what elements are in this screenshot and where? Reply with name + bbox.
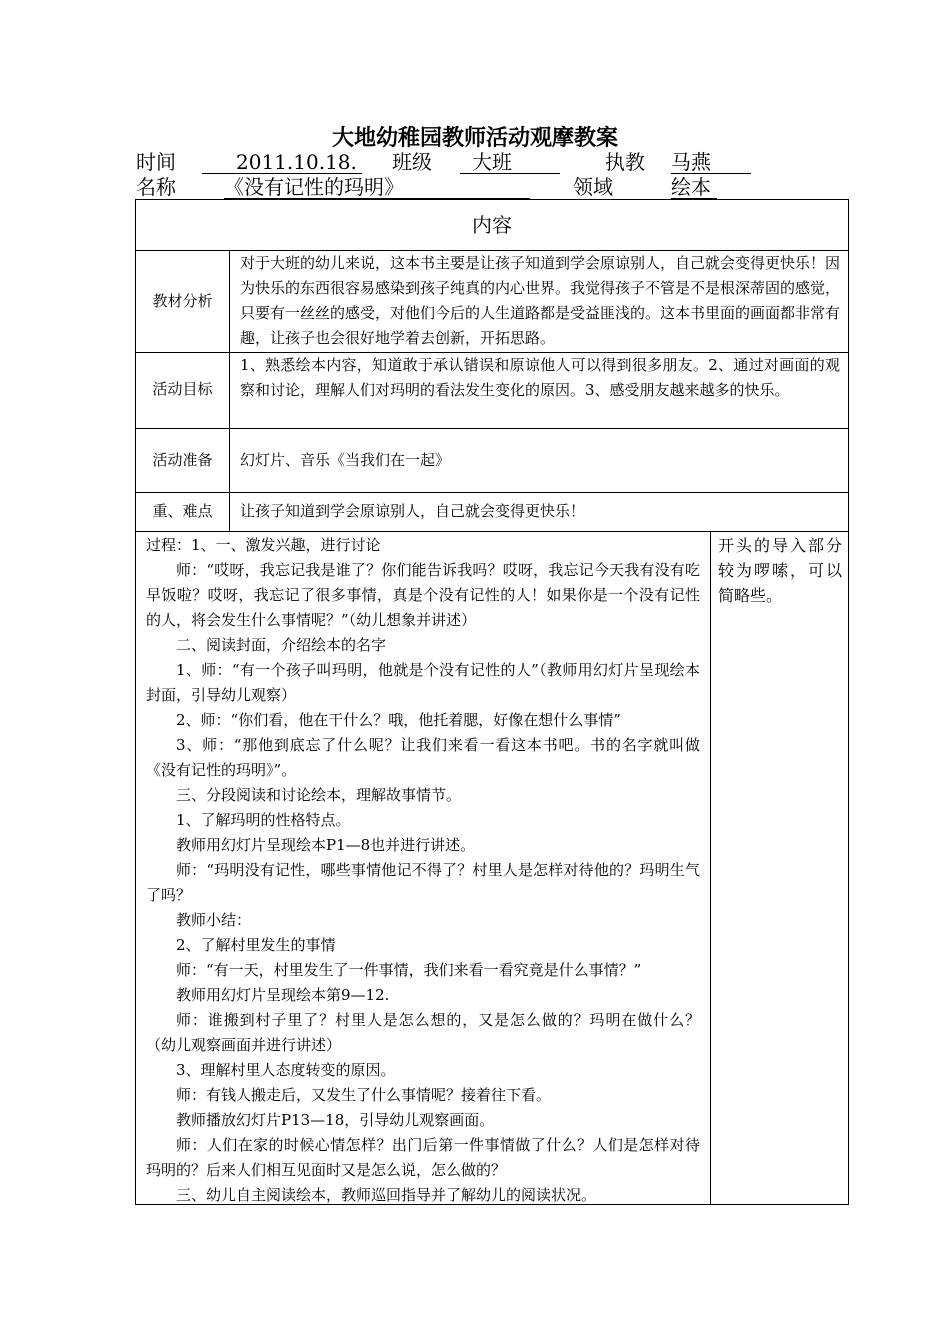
- table-border-top: [135, 199, 849, 200]
- process-paragraph: 1、了解玛明的性格特点。: [176, 811, 351, 829]
- row-label-activity-goals: 活动目标: [152, 380, 213, 398]
- teacher-underline: [671, 173, 751, 174]
- process-paragraph: 过程：1、一、激发兴趣，进行讨论: [146, 536, 381, 554]
- process-paragraph: 师：谁搬到村子里了？村里人是怎么想的，又是怎么做的？玛明在做什么？（幼儿观察画面并进行讲述）: [146, 1011, 700, 1054]
- teacher-label: 执教: [605, 150, 645, 174]
- time-underline: [202, 173, 362, 174]
- process-paragraph: 三、幼儿自主阅读绘本，教师巡回指导并了解幼儿的阅读状况。: [176, 1186, 597, 1204]
- row-divider: [135, 531, 849, 532]
- row-label-material-analysis: 教材分析: [152, 292, 213, 310]
- process-paragraph: 二、阅读封面，介绍绘本的名字: [176, 636, 387, 654]
- process-paragraph: 3、理解村里人态度转变的原因。: [176, 1061, 396, 1079]
- comment-column-divider: [710, 531, 711, 1205]
- class-underline: [460, 173, 560, 174]
- process-section: [146, 533, 700, 1208]
- row-divider: [135, 492, 849, 493]
- row-text-material-analysis: 对于大班的幼儿来说，这本书主要是让孩子知道到学会原谅别人，自己就会变得更快乐！因为快乐的东西很容易感染到孩子纯真的内心世界。我觉得孩子不管是不是根深蒂固的感觉，只要有一丝丝的感受，对他们今后的人生道路都是受益匪浅的。这本书里面的画面都非常有趣，让孩子也会很好地学着去创新，开拓思路。: [240, 254, 841, 347]
- process-paragraph: 1、师：“有一个孩子叫玛明，他就是个没有记性的人”（教师用幻灯片呈现绘本封面，引导幼儿观察）: [146, 661, 700, 704]
- process-paragraph: 3、师：“那他到底忘了什么呢？让我们来看一看这本书吧。书的名字就叫做《没有记性的玛明》”。: [146, 736, 700, 779]
- process-paragraph: 师：“玛明没有记性，哪些事情他记不得了？村里人是怎样对待他的？玛明生气了吗？: [146, 861, 700, 904]
- process-paragraph: 2、了解村里发生的事情: [176, 936, 336, 954]
- name-value: 《没有记性的玛明》: [224, 175, 404, 199]
- process-paragraph: 2、师：“你们看，他在干什么？哦，他托着腮，好像在想什么事情”: [176, 711, 621, 729]
- row-divider: [135, 428, 849, 429]
- row-label-activity-prep: 活动准备: [152, 451, 213, 469]
- table-border-right: [848, 199, 849, 1205]
- process-paragraph: 教师用幻灯片呈现绘本P1—8也并进行讲述。: [176, 836, 476, 854]
- teacher-value: 马燕: [671, 150, 711, 174]
- process-paragraph: 师：“有一天，村里发生了一件事情，我们来看一看究竟是什么事情？”: [176, 961, 642, 979]
- process-paragraph: 三、分段阅读和讨论绘本，理解故事情节。: [176, 786, 462, 804]
- row-text-activity-goals: 1、熟悉绘本内容，知道敢于承认错误和原谅他人可以得到很多朋友。2、通过对画面的观察和讨论，理解人们对玛明的看法发生变化的原因。3、感受朋友越来越多的快乐。: [240, 356, 840, 399]
- field-label: 领域: [573, 175, 613, 199]
- row-text-key-points: 让孩子知道到学会原谅别人，自己就会变得更快乐！: [240, 502, 586, 520]
- process-paragraph: 教师播放幻灯片P13—18，引导幼儿观察画面。: [176, 1111, 495, 1129]
- name-label: 名称: [136, 175, 176, 199]
- label-column-divider: [229, 250, 230, 532]
- process-paragraph: 师：人们在家的时候心情怎样？出门后第一件事情做了什么？人们是怎样对待玛明的？后来人们相互见面时又是怎么说，怎么做的？: [146, 1136, 700, 1179]
- class-value: 大班: [472, 150, 512, 174]
- row-label-key-points: 重、难点: [152, 502, 213, 520]
- field-value: 绘本: [671, 175, 711, 199]
- reviewer-comment: 开头的导入部分较为啰嗦，可以简略些。: [718, 536, 842, 605]
- process-paragraph: 师：有钱人搬走后，又发生了什么事情呢？接着往下看。: [176, 1086, 552, 1104]
- process-paragraph: 教师小结：: [176, 911, 252, 929]
- content-header: 内容: [472, 213, 512, 237]
- process-paragraph: 师：“哎呀，我忘记我是谁了？你们能告诉我吗？哎呀，我忘记今天我有没有吃早饭啦？哎呀，我忘记了很多事情，真是个没有记性的人！如果你是一个没有记性的人，将会发生什么事情呢？”（幼儿想象并讲述）: [146, 561, 700, 629]
- page-title: 大地幼稚园教师活动观摩教案: [331, 126, 618, 151]
- class-label: 班级: [392, 150, 432, 174]
- time-value: 2011.10.18.: [236, 150, 357, 174]
- table-border-left: [135, 199, 136, 1205]
- time-label: 时间: [136, 150, 176, 174]
- row-text-activity-prep: 幻灯片、音乐《当我们在一起》: [240, 451, 451, 469]
- process-paragraph: 教师用幻灯片呈现绘本第9—12.: [176, 986, 390, 1004]
